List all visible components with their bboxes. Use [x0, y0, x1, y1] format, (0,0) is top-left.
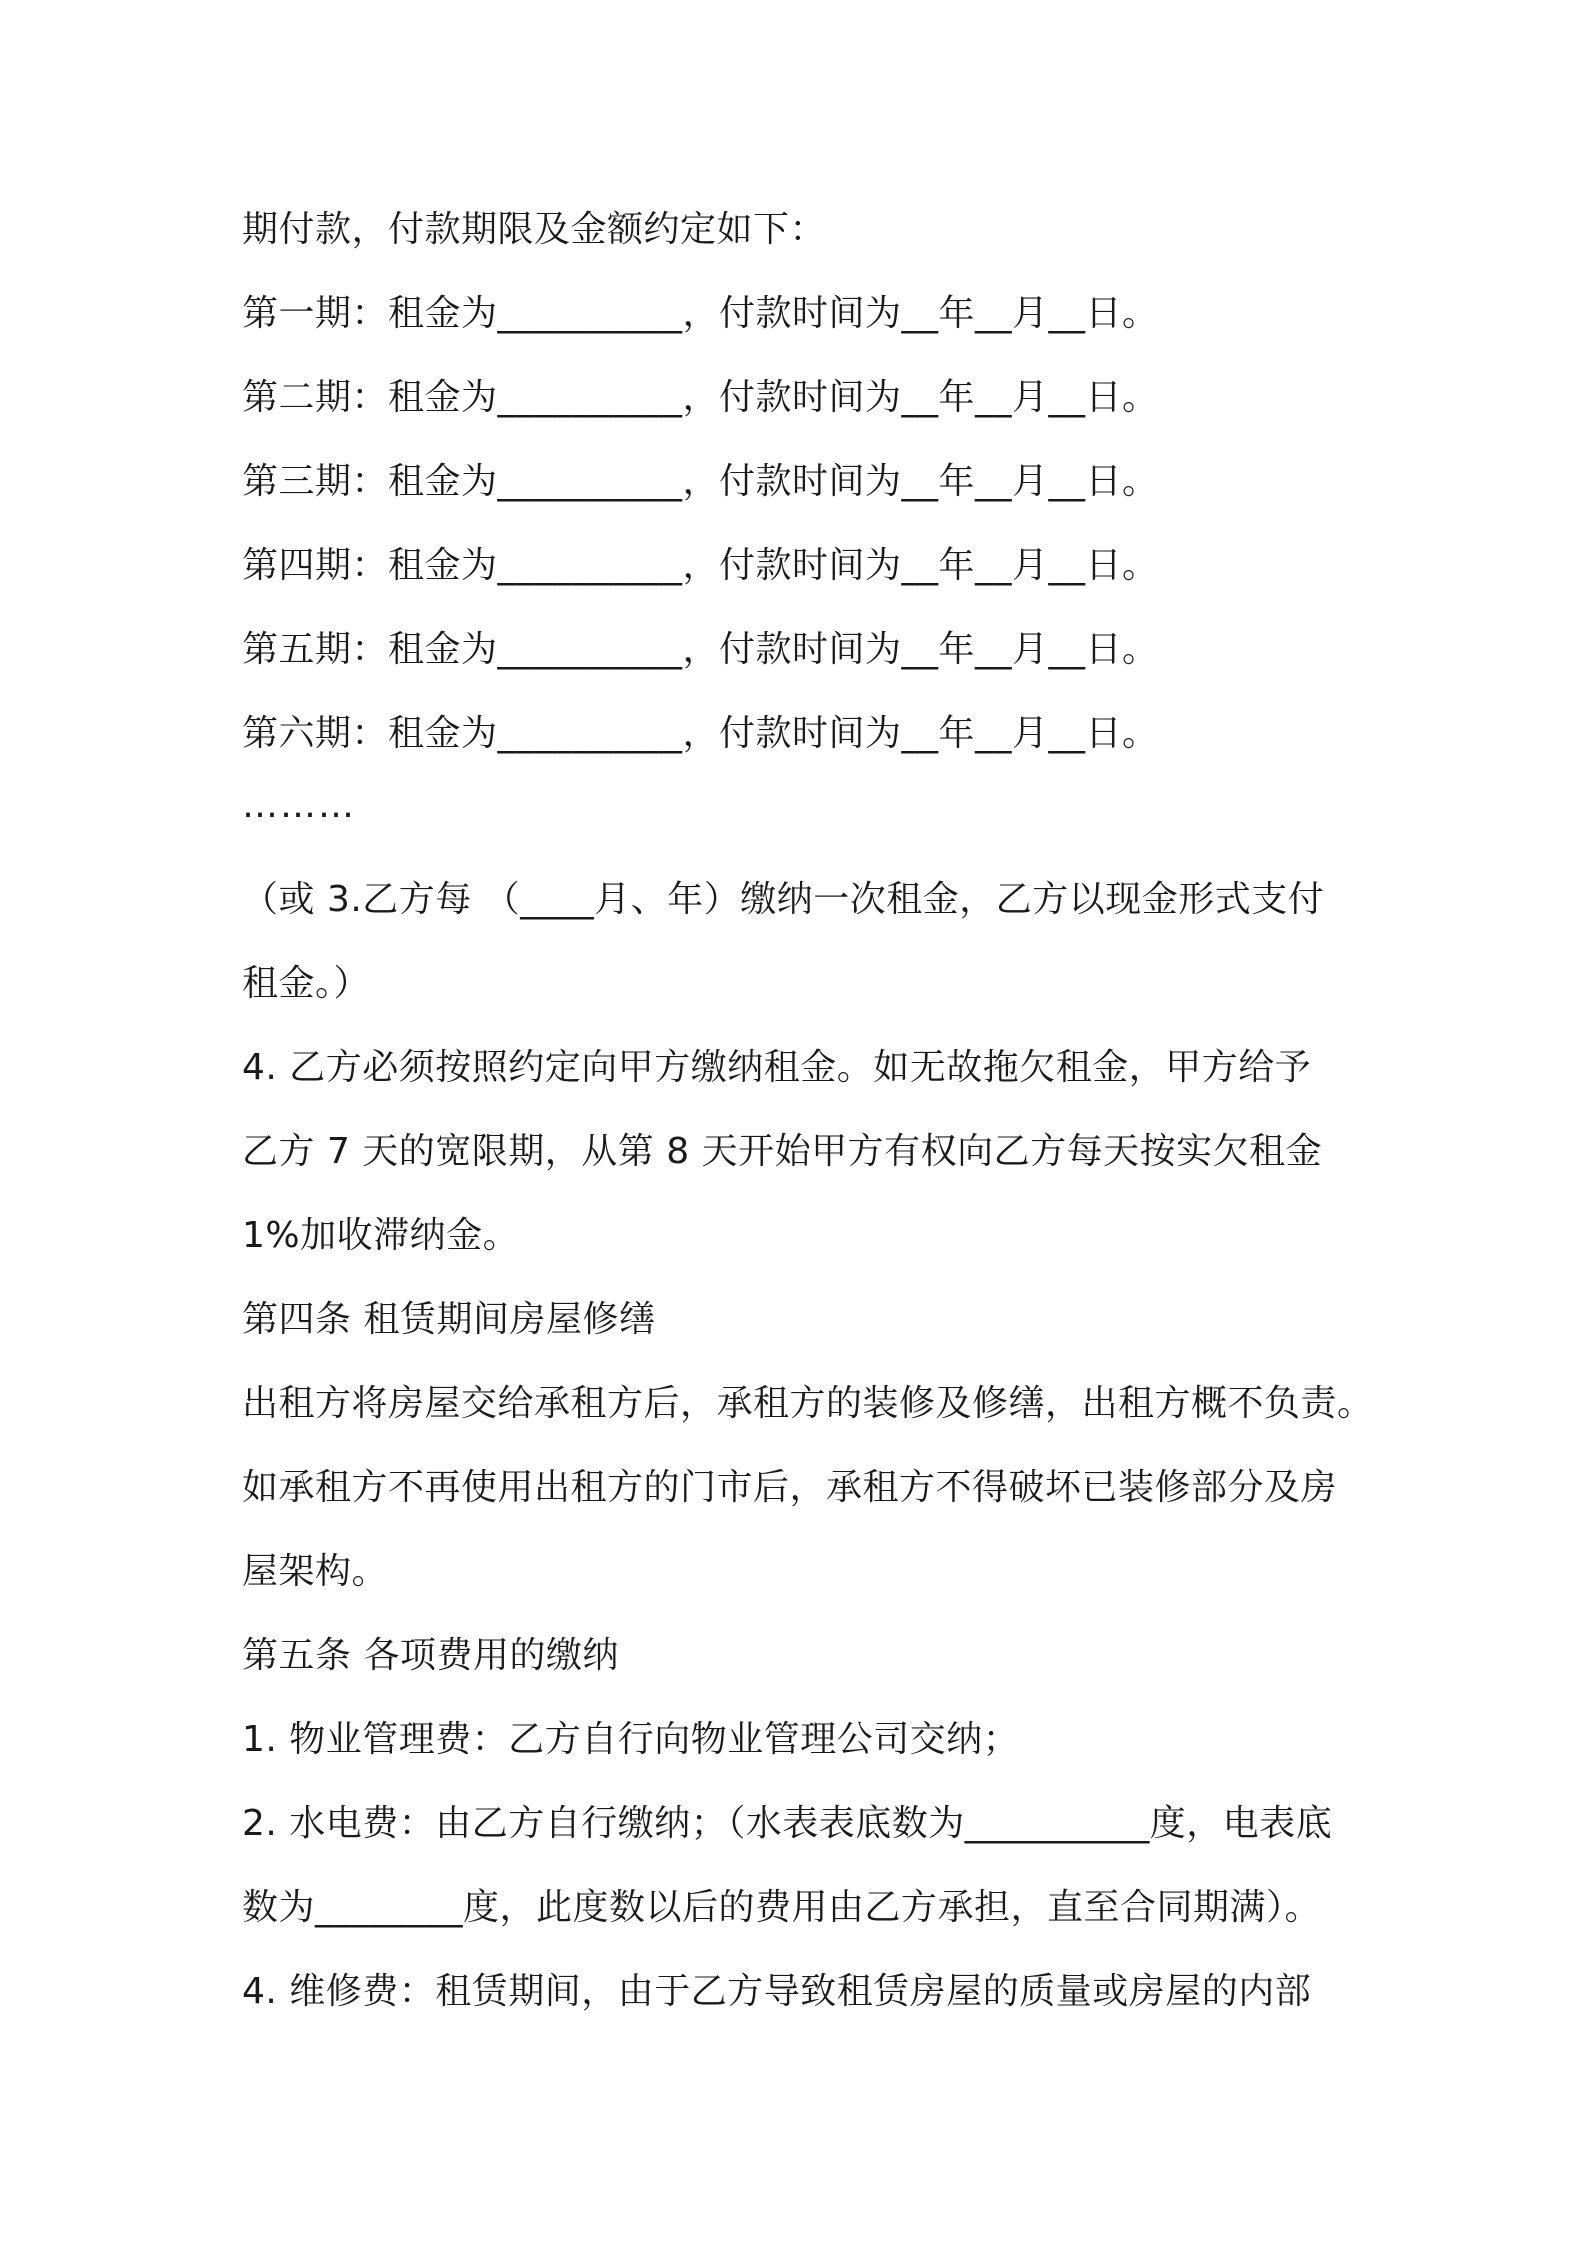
- text-line-clause-4: 4. 乙方必须按照约定向甲方缴纳租金。如无故拖欠租金，甲方给予: [242, 1047, 1312, 1088]
- text-line-installment-3: 第三期：租金为__________，付款时间为__年__月__日。: [242, 461, 1159, 502]
- text-line-clause-4-cont: 乙方 7 天的宽限期，从第 8 天开始甲方有权向乙方每天按实欠租金: [242, 1131, 1323, 1172]
- text-line-clause-4-end: 1%加收滞纳金。: [242, 1215, 520, 1256]
- text-line-installment-2: 第二期：租金为__________，付款时间为__年__月__日。: [242, 377, 1159, 418]
- text-line-repairs-3: 屋架构。: [242, 1551, 389, 1592]
- text-line-installment-5: 第五期：租金为__________，付款时间为__年__月__日。: [242, 629, 1159, 670]
- text-line-alt-payment-cont: 租金。）: [242, 963, 371, 1004]
- text-line-installment-intro: 期付款，付款期限及金额约定如下：: [242, 209, 827, 250]
- text-line-installment-1: 第一期：租金为__________，付款时间为__年__月__日。: [242, 293, 1159, 334]
- text-line-repairs-2: 如承租方不再使用出租方的门市后，承租方不得破坏已装修部分及房: [242, 1467, 1338, 1508]
- section-heading-repairs: 第四条 租赁期间房屋修缮: [242, 1299, 656, 1340]
- text-line-repairs-1: 出租方将房屋交给承租方后，承租方的装修及修缮，出租方概不负责。: [242, 1383, 1374, 1424]
- section-heading-fees: 第五条 各项费用的缴纳: [242, 1635, 619, 1676]
- text-line-fee-maintenance: 4. 维修费：租赁期间，由于乙方导致租赁房屋的质量或房屋的内部: [242, 1971, 1312, 2012]
- text-line-installment-6: 第六期：租金为__________，付款时间为__年__月__日。: [242, 713, 1159, 754]
- text-line-ellipsis: ………: [242, 785, 356, 826]
- text-line-alt-payment: （或 3.乙方每 （____月、年）缴纳一次租金，乙方以现金形式支付: [242, 879, 1325, 920]
- text-line-fee-property: 1. 物业管理费：乙方自行向物业管理公司交纳；: [242, 1719, 1020, 1760]
- text-line-fee-utilities: 2. 水电费：由乙方自行缴纳；（水表表底数为__________度，电表底: [242, 1803, 1333, 1844]
- text-line-fee-utilities-cont: 数为________度，此度数以后的费用由乙方承担，直至合同期满）。: [242, 1887, 1322, 1928]
- text-line-installment-4: 第四期：租金为__________，付款时间为__年__月__日。: [242, 545, 1159, 586]
